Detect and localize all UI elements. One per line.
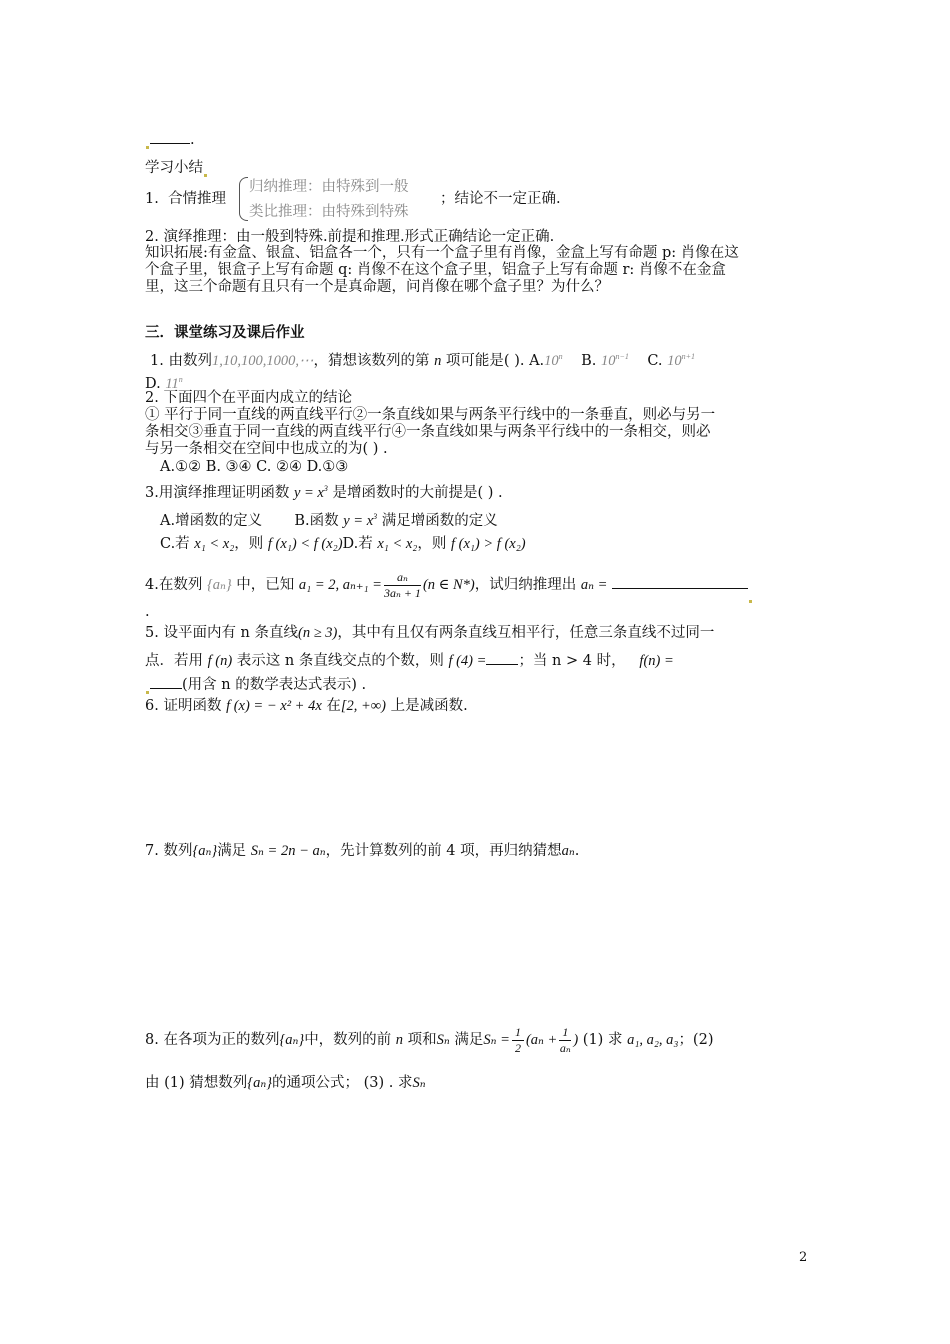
question-2-options: A.①② B. ③④ C. ②④ D.①③ (160, 459, 349, 475)
question-1-option-d: D. 11$^n$ (145, 375, 183, 392)
extension-line-1: 知识拓展:有金盒、银盒、铝盒各一个，只有一个盒子里有肖像，金盒上写有命题 p: 肖像在这 (145, 245, 739, 261)
question-8-line-2: 由 (1) 猜想数列{aₙ}的通项公式； (3) . 求Sₙ (145, 1075, 426, 1091)
question-2-line-3: 与另一条相交在空间中也成立的为( ) . (145, 441, 388, 457)
analogy-text: 类比推理：由特殊到特殊 (249, 204, 409, 220)
question-7: 7. 数列{aₙ}满足 Sₙ = 2n − aₙ，先计算数列的前 4 项，再归纳猜想aₙ. (145, 843, 580, 859)
question-2-title: 2. 下面四个在平面内成立的结论 (145, 390, 352, 406)
question-1: 1. 由数列1,10,100,1000,⋯，猜想该数列的第 n 项可能是( ). A.10$^n$ B. $10^{n-1}$ C. $10^{n+1}$ (150, 352, 696, 369)
summary-item-1: 1. 合情推理 (145, 191, 227, 207)
question-3-ab: A.增函数的定义 B.函数 $y = x^3$ 满足增函数的定义 (160, 512, 498, 529)
question-2-line-2: 条相交③垂直于同一直线的两直线平行④一条直线如果与两条平行线中的一条相交，则必 (145, 424, 711, 440)
induction-text: 归纳推理：由特殊到一般 (249, 179, 409, 195)
question-8-line-1: 8. 在各项为正的数列{aₙ}中，数列的前 n 项和Sₙ 满足Sₙ = $\frac{1}{2}$ (aₙ + $\frac{1}{\text{aₙ}}$ ) (1) 求 a₁, a₂, a₃；(2) (145, 1024, 714, 1055)
summary-item-1-tail: ；结论不一定正确. (440, 191, 561, 207)
question-6: 6. 证明函数 f (x) = − x² + 4x 在[2, +∞) 上是减函数. (145, 698, 468, 714)
page-number: 2 (799, 1250, 808, 1265)
question-4: 4.在数列 {aₙ} 中，已知 a₁ = 2, aₙ₊₁ = $\frac{\text{aₙ}}{\text{3aₙ + 1}}$ (n ∈ N*)，试归纳推理出 aₙ = (145, 567, 753, 603)
summary-title: 学习小结 (145, 159, 208, 177)
extension-line-3: 里，这三个命题有且只有一个是真命题，问肖像在哪个盒子里？为什么？ (145, 279, 609, 295)
summary-brace (239, 177, 248, 221)
question-5-line-1: 5. 设平面内有 n 条直线(n ≥ 3)，其中有且仅有两条直线互相平行，任意三条直线不过同一 (145, 625, 715, 641)
question-4-end: . (145, 604, 150, 620)
question-5-line-2: 点．若用 f (n) 表示这 n 条直线交点的个数，则 f (4) = ；当 n > 4 时， f(n) = (145, 653, 674, 669)
top-blank-line: . (145, 131, 195, 149)
question-2-line-1: ① 平行于同一直线的两直线平行②一条直线如果与两条平行线中的一条垂直，则必与另一 (145, 407, 716, 423)
summary-item-2: 2. 演绎推理：由一般到特殊.前提和推理.形式正确结论一定正确. (145, 229, 555, 245)
extension-line-2: 个盒子里，银盒子上写有命题 q: 肖像不在这个盒子里，铝盒子上写有命题 r: 肖像不在金盒 (145, 262, 726, 278)
section-heading: 三．课堂练习及课后作业 (145, 324, 305, 341)
question-5-line-3: (用含 n 的数学表达式表示) . (145, 676, 366, 694)
question-3: 3.用演绎推理证明函数 $y = x^3$ 是增函数时的大前提是( ) . (145, 484, 503, 501)
question-3-cd: C.若 x₁ < x₂，则 f (x₁) < f (x₂)D.若 x₁ < x₂，则 f (x₁) > f (x₂) (160, 536, 526, 552)
